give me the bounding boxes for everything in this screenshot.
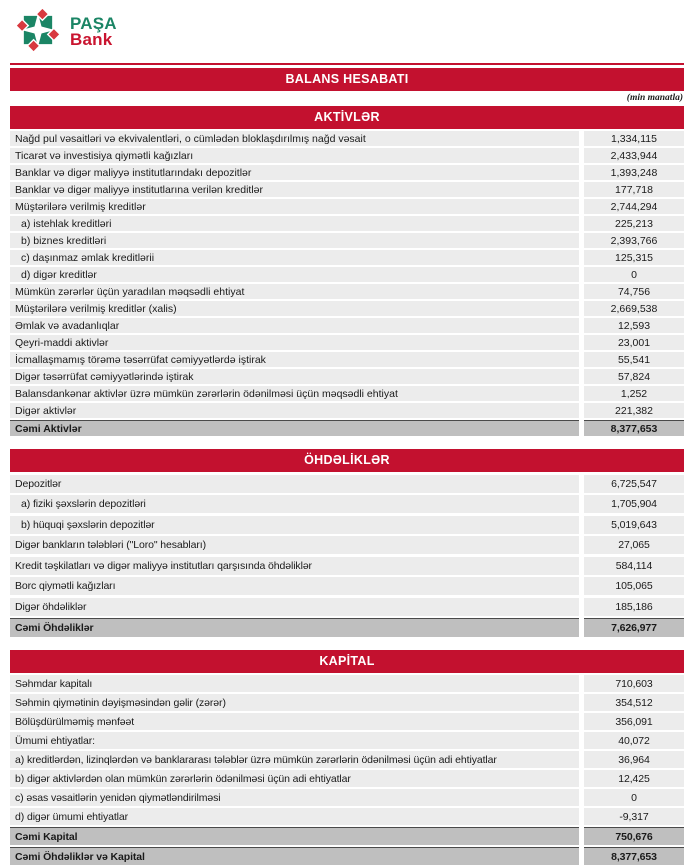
row-value: 6,725,547 [584, 475, 684, 493]
row-value: 221,382 [584, 403, 684, 418]
row-value: 354,512 [584, 694, 684, 711]
row-label: d) digər ümumi ehtiyatlar [10, 808, 579, 825]
row-value: 584,114 [584, 557, 684, 575]
row-value: 1,705,904 [584, 495, 684, 513]
row-value: 7,626,977 [584, 618, 684, 637]
report-title: BALANS HESABATI [10, 68, 684, 91]
row-label: a) kreditlərdən, lizinqlərdən və banklararası tələblər üzrə mümkün zərərlərin ödənilməsi üçün adi ehtiyatlar [10, 751, 579, 768]
row-label: c) əsas vəsaitlərin yenidən qiymətləndirilməsi [10, 789, 579, 806]
table-row [10, 165, 684, 180]
table-row [10, 335, 684, 350]
row-value: 125,315 [584, 250, 684, 265]
capital-table [10, 675, 684, 865]
row-value: 12,593 [584, 318, 684, 333]
row-value: 177,718 [584, 182, 684, 197]
row-label: Səhmin qiymətinin dəyişməsindən gəlir (zərər) [10, 694, 579, 711]
header-rule [10, 63, 684, 65]
row-label: Banklar və digər maliyyə institutlarına verilən kreditlər [10, 182, 579, 197]
section-header-liabilities: ÖHDƏLİKLƏR [10, 449, 684, 472]
section-capital [10, 650, 684, 865]
row-value: 1,252 [584, 386, 684, 401]
unit-note: (min manatla) [626, 93, 683, 103]
row-value: -9,317 [584, 808, 684, 825]
table-row [10, 216, 684, 231]
row-value: 74,756 [584, 284, 684, 299]
row-value: 2,393,766 [584, 233, 684, 248]
table-row [10, 694, 684, 711]
section-liabilities [10, 449, 684, 637]
bank-logo [10, 0, 684, 61]
row-value: 0 [584, 789, 684, 806]
table-row [10, 199, 684, 214]
row-label: a) istehlak kreditləri [10, 216, 579, 231]
row-label: Banklar və digər maliyyə institutlarındakı depozitlər [10, 165, 579, 180]
row-value: 2,744,294 [584, 199, 684, 214]
table-row [10, 495, 684, 513]
row-value: 27,065 [584, 536, 684, 554]
row-label: Qeyri-maddi aktivlər [10, 335, 579, 350]
row-value: 185,186 [584, 598, 684, 616]
row-value: 23,001 [584, 335, 684, 350]
row-value: 12,425 [584, 770, 684, 787]
row-label: Digər öhdəliklər [10, 598, 579, 616]
row-label: Səhmdar kapitalı [10, 675, 579, 692]
row-value: 710,603 [584, 675, 684, 692]
row-label: Bölüşdürülməmiş mənfəət [10, 713, 579, 730]
logo-word-pasa: PAŞA [70, 13, 117, 33]
row-label: Balansdankənar aktivlər üzrə mümkün zərərlərin ödənilməsi üçün məqsədli ehtiyat [10, 386, 579, 401]
table-row [10, 301, 684, 316]
row-value: 105,065 [584, 577, 684, 595]
total-row [10, 618, 684, 637]
row-label: Mümkün zərərlər üçün yaradılan məqsədli ehtiyat [10, 284, 579, 299]
table-row [10, 475, 684, 493]
row-label: Digər bankların tələbləri ("Loro" hesabları) [10, 536, 579, 554]
table-row [10, 675, 684, 692]
row-label: Digər aktivlər [10, 403, 579, 418]
row-value: 2,669,538 [584, 301, 684, 316]
row-value: 0 [584, 267, 684, 282]
row-label: Əmlak və avadanlıqlar [10, 318, 579, 333]
table-row [10, 789, 684, 806]
pasha-bank-logo-icon [15, 7, 61, 58]
table-row [10, 148, 684, 163]
liabilities-table [10, 475, 684, 638]
row-value: 8,377,653 [584, 420, 684, 436]
table-row [10, 386, 684, 401]
table-row [10, 352, 684, 367]
table-row [10, 598, 684, 616]
row-label: Ticarət və investisiya qiymətli kağızları [10, 148, 579, 163]
row-label: d) digər kreditlər [10, 267, 579, 282]
row-value: 1,393,248 [584, 165, 684, 180]
table-row [10, 182, 684, 197]
row-label: Borc qiymətli kağızları [10, 577, 579, 595]
row-label: Cəmi Öhdəliklər [10, 618, 579, 637]
row-value: 5,019,643 [584, 516, 684, 534]
total-row [10, 827, 684, 845]
row-label: Ümumi ehtiyatlar: [10, 732, 579, 749]
table-row [10, 751, 684, 768]
table-row [10, 267, 684, 282]
table-row [10, 284, 684, 299]
row-label: Cəmi Aktivlər [10, 420, 579, 436]
total-row [10, 420, 684, 436]
bank-logo-text [70, 13, 117, 49]
row-value: 2,433,944 [584, 148, 684, 163]
table-row [10, 250, 684, 265]
row-label: Depozitlər [10, 475, 579, 493]
row-value: 55,541 [584, 352, 684, 367]
table-row [10, 233, 684, 248]
table-row [10, 770, 684, 787]
logo-word-bank: Bank [70, 30, 113, 49]
table-row [10, 516, 684, 534]
table-row [10, 403, 684, 418]
table-row [10, 808, 684, 825]
row-value: 57,824 [584, 369, 684, 384]
row-value: 750,676 [584, 827, 684, 845]
section-assets [10, 106, 684, 436]
row-label: a) fiziki şəxslərin depozitləri [10, 495, 579, 513]
row-value: 225,213 [584, 216, 684, 231]
row-value: 8,377,653 [584, 847, 684, 865]
total-row [10, 847, 684, 865]
row-label: Nağd pul vəsaitləri və ekvivalentləri, o cümlədən bloklaşdırılmış nağd vəsait [10, 131, 579, 146]
table-row [10, 318, 684, 333]
row-label: b) digər aktivlərdən olan mümkün zərərlərin ödənilməsi üçün adi ehtiyatlar [10, 770, 579, 787]
table-row [10, 732, 684, 749]
row-value: 40,072 [584, 732, 684, 749]
row-label: b) biznes kreditləri [10, 233, 579, 248]
row-value: 36,964 [584, 751, 684, 768]
assets-table [10, 131, 684, 436]
row-label: Digər təsərrüfat cəmiyyətlərində iştirak [10, 369, 579, 384]
row-label: Cəmi Öhdəliklər və Kapital [10, 847, 579, 865]
row-value: 1,334,115 [584, 131, 684, 146]
row-label: Cəmi Kapital [10, 827, 579, 845]
row-label: b) hüquqi şəxslərin depozitlər [10, 516, 579, 534]
row-label: Müştərilərə verilmiş kreditlər (xalis) [10, 301, 579, 316]
table-row [10, 131, 684, 146]
row-label: c) daşınmaz əmlak kreditlərii [10, 250, 579, 265]
section-header-capital: KAPİTAL [10, 650, 684, 673]
row-label: Kredit təşkilatları və digər maliyyə institutları qarşısında öhdəliklər [10, 557, 579, 575]
section-header-assets: AKTİVLƏR [10, 106, 684, 129]
table-row [10, 369, 684, 384]
table-row [10, 536, 684, 554]
row-value: 356,091 [584, 713, 684, 730]
row-label: İcmallaşmamış törəmə təsərrüfat cəmiyyətlərdə iştirak [10, 352, 579, 367]
table-row [10, 577, 684, 595]
row-label: Müştərilərə verilmiş kreditlər [10, 199, 579, 214]
table-row [10, 713, 684, 730]
table-row [10, 557, 684, 575]
